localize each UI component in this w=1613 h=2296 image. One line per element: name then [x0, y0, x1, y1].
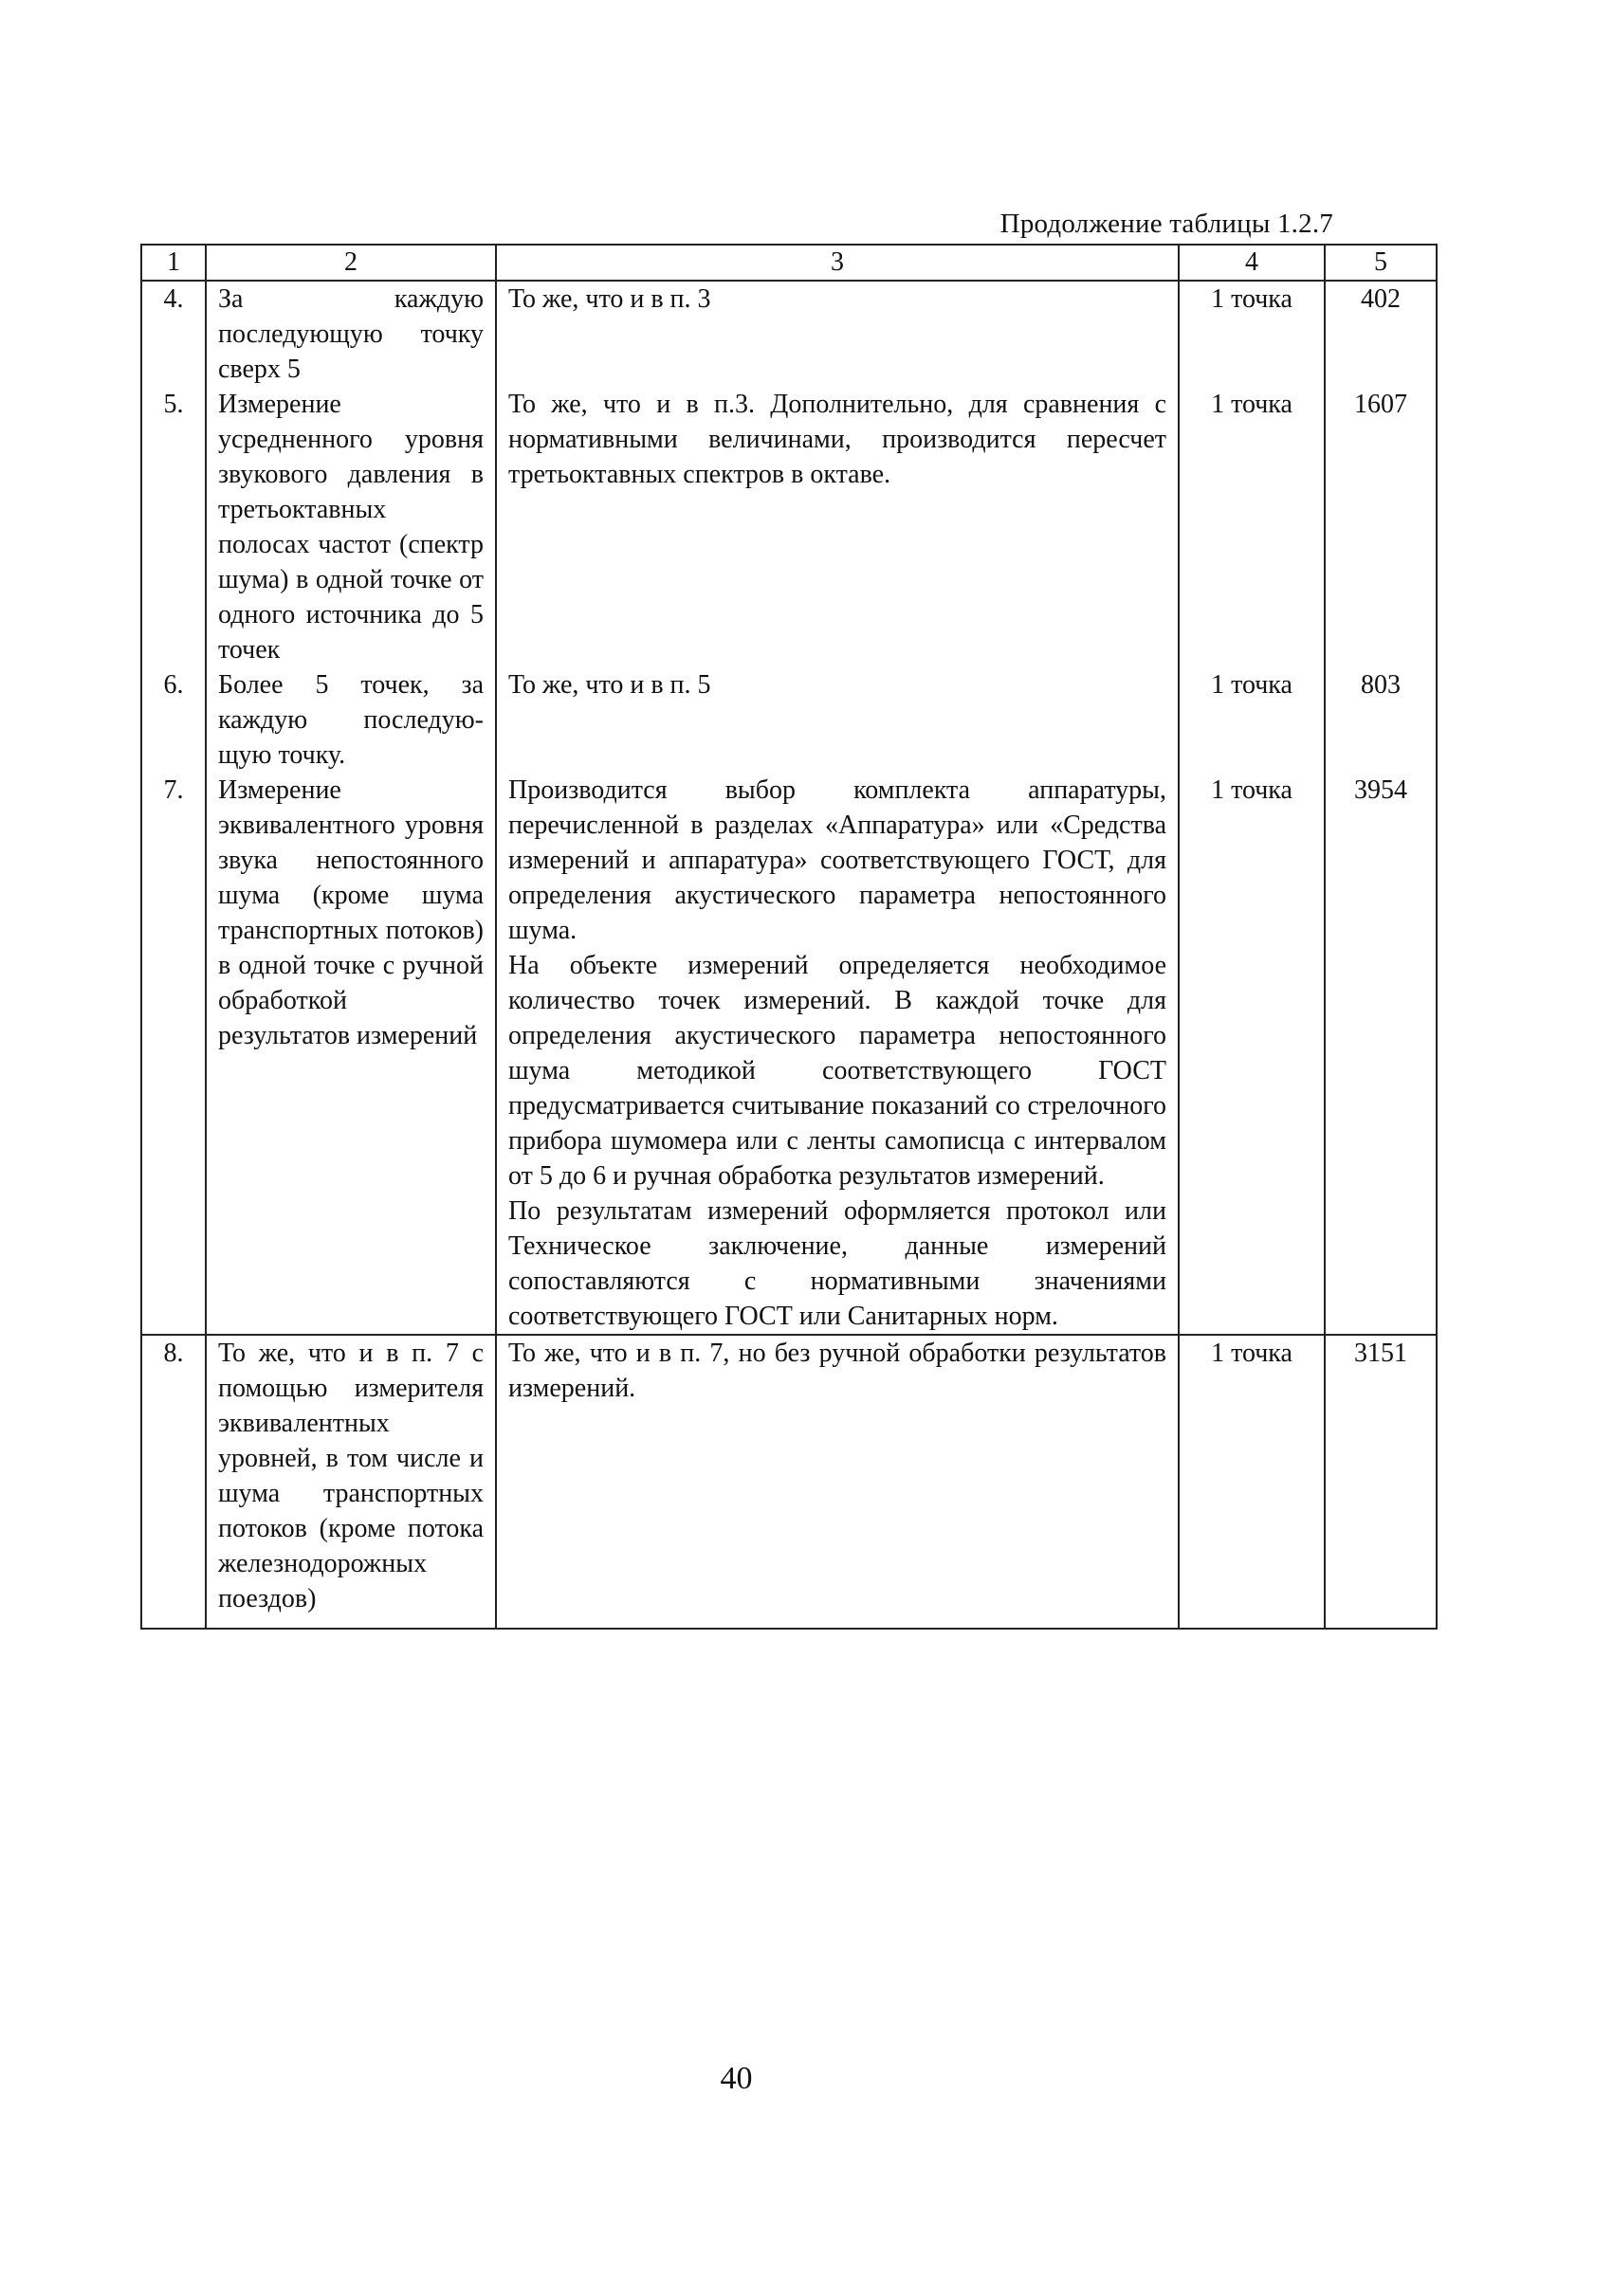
row-number: 8. [141, 1335, 206, 1629]
description-paragraph: То же, что и в п. 7, но без ручной обработки результатов измерений. [508, 1339, 1166, 1403]
price-value: 3954 [1325, 773, 1437, 1335]
column-header: 4 [1179, 245, 1325, 281]
column-header: 5 [1325, 245, 1437, 281]
description-paragraph: На объекте измерений определяется необходимое количество точек измерений. В каждой точке для определения акустического параметра непостоянного шума методикой соответствующего ГОСТ предусматривается считывание показаний со стрелочного прибора шумомера или с ленты самописца с интервалом от 5 до 6 и ручная обработка результатов измерений. [508, 951, 1166, 1191]
work-name: За каждую последующую точку сверх 5 [206, 281, 496, 387]
price-table [140, 244, 1438, 1630]
column-header: 2 [206, 245, 496, 281]
price-value: 3151 [1325, 1335, 1437, 1629]
description-paragraph: То же, что и в п.3. Дополнительно, для сравнения с нормативными величинами, производится пересчет третьоктавных спектров в октаве. [508, 390, 1166, 489]
description-paragraph: По результатам измерений оформляется протокол или Техническое заключение, данные измерений сопоставляются с нормативными значениями соответствующего ГОСТ или Санитарных норм. [508, 1196, 1166, 1331]
table-row [141, 281, 1437, 387]
row-number: 7. [141, 773, 206, 1335]
unit-of-measure: 1 точка [1179, 667, 1325, 773]
work-description [496, 281, 1179, 387]
price-value: 1607 [1325, 387, 1437, 667]
work-name: То же, что и в п. 7 с помощью измерителя эквивалентных уровней, в том числе и шума транспортных потоков (кроме потока железнодорожных поездов) [206, 1335, 496, 1629]
work-name: Измерение эквивалентного уровня звука непостоянного шума (кроме шума транспортных потоков) в одной точке с ручной обработкой результатов измерений [206, 773, 496, 1335]
description-paragraph: То же, что и в п. 3 [508, 284, 711, 314]
work-description [496, 667, 1179, 773]
table-row [141, 387, 1437, 667]
table-header-row [141, 245, 1437, 281]
description-paragraph: Производится выбор комплекта аппаратуры, перечисленной в разделах «Аппаратура» или «Средства измерений и аппаратура» соответствующего ГОСТ, для определения акустического параметра непостоянного шума. [508, 775, 1166, 945]
row-number: 6. [141, 667, 206, 773]
unit-of-measure: 1 точка [1179, 387, 1325, 667]
work-description [496, 773, 1179, 1335]
price-value: 402 [1325, 281, 1437, 387]
unit-of-measure: 1 точка [1179, 281, 1325, 387]
column-header: 1 [141, 245, 206, 281]
table-row [141, 773, 1437, 1335]
page-number: 40 [720, 2061, 753, 2096]
work-name: Более 5 точек, за каждую последую-щую точку. [206, 667, 496, 773]
work-name: Измерение усредненного уровня звукового давления в третьоктавных полосах частот (спектр шума) в одной точке от одного источника до 5 точек [206, 387, 496, 667]
unit-of-measure: 1 точка [1179, 773, 1325, 1335]
description-paragraph: То же, что и в п. 5 [508, 670, 711, 700]
unit-of-measure: 1 точка [1179, 1335, 1325, 1629]
price-value: 803 [1325, 667, 1437, 773]
row-number: 5. [141, 387, 206, 667]
table-row [141, 1335, 1437, 1629]
table-continuation-caption: Продолжение таблицы 1.2.7 [999, 209, 1333, 239]
work-description [496, 387, 1179, 667]
work-description [496, 1335, 1179, 1629]
column-header: 3 [496, 245, 1179, 281]
table-row [141, 667, 1437, 773]
row-number: 4. [141, 281, 206, 387]
